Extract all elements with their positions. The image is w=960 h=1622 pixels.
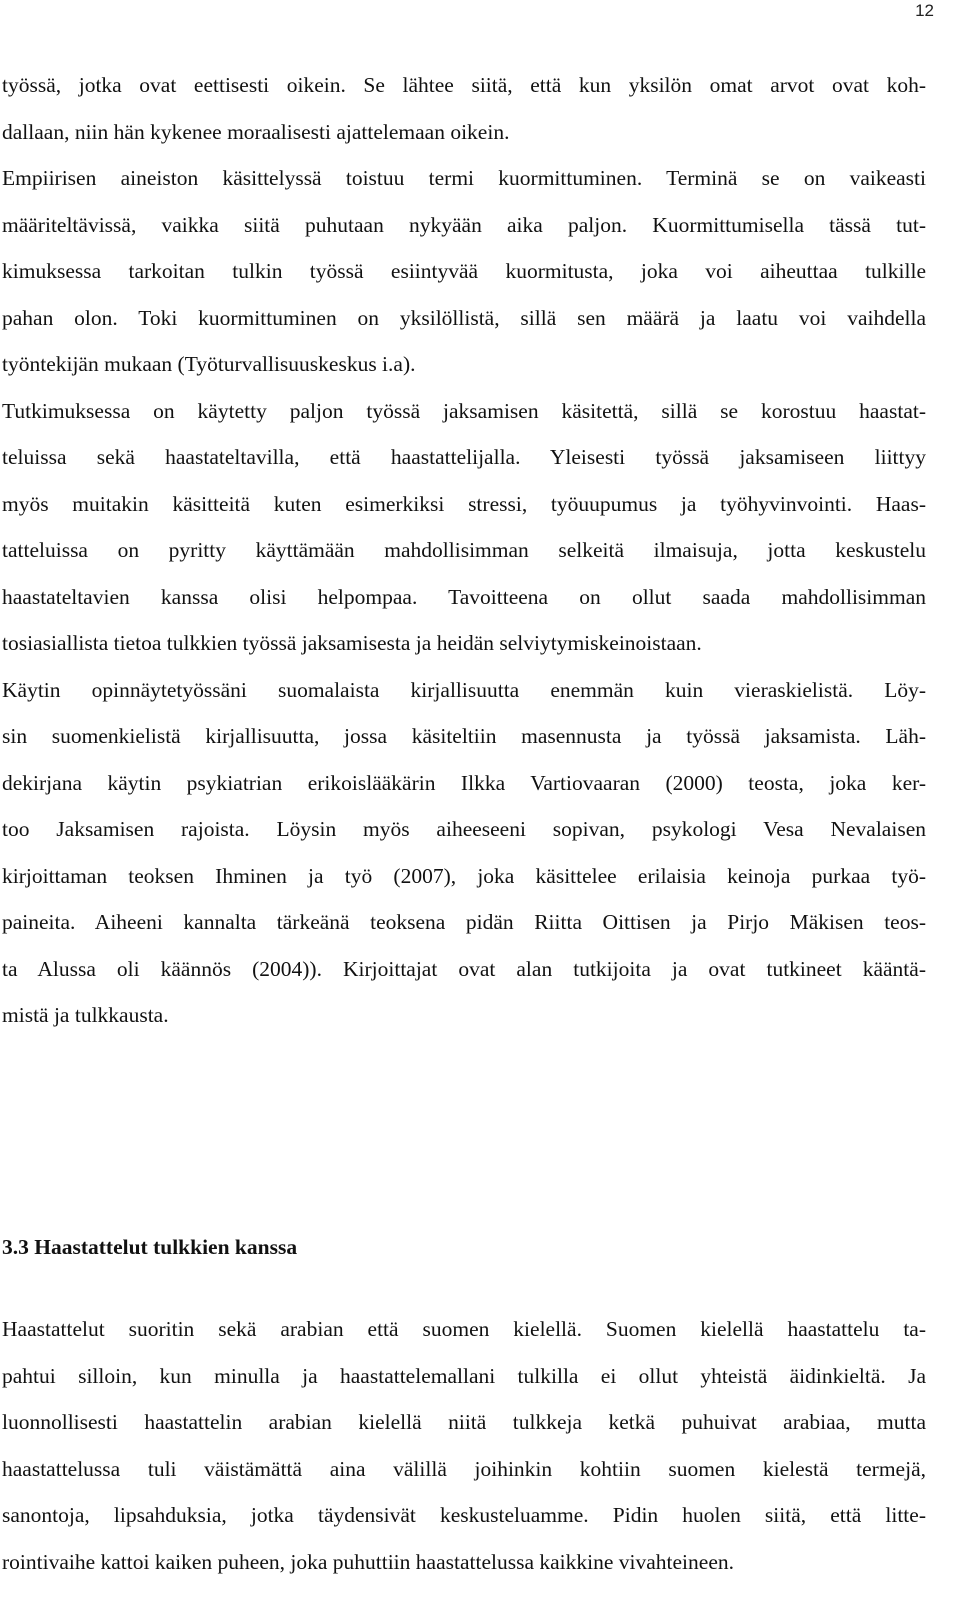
text-line: työssä, jotka ovat eettisesti oikein. Se lähtee siitä, että kun yksilön omat arvot ovat koh- (2, 73, 926, 97)
paragraph (2, 667, 926, 1039)
text-line: kimuksessa tarkoitan tulkin työssä esiintyvää kuormitusta, joka voi aiheuttaa tulkille (2, 259, 926, 283)
text-line: luonnollisesti haastattelin arabian kielellä niitä tulkkeja ketkä puhuivat arabiaa, mutta (2, 1410, 926, 1434)
text-line: myös muitakin käsitteitä kuten esimerkiksi stressi, työuupumus ja työhyvinvointi. Haas- (2, 491, 926, 516)
text-line: Haastattelut suoritin sekä arabian että suomen kielellä. Suomen kielellä haastattelu ta- (2, 1317, 926, 1341)
page-number: 12 (915, 1, 934, 20)
text-line: rointivaihe kattoi kaiken puheen, joka puhuttiin haastattelussa kaikkine vivahteineen. (2, 1549, 734, 1574)
text-line: haastattelussa tuli väistämättä aina välillä joihinkin kohtiin suomen kielestä termejä, (2, 1456, 926, 1481)
text-line: haastateltavien kanssa olisi helpompaa. Tavoitteena on ollut saada mahdollisimman (2, 584, 926, 609)
text-line: sin suomenkielistä kirjallisuutta, jossa käsiteltiin masennusta ja työssä jaksamista. Läh- (2, 724, 926, 748)
paragraph (2, 155, 926, 388)
text-line: dallaan, niin hän kykenee moraalisesti ajattelemaan oikein. (2, 119, 510, 144)
text-line: Empiirisen aineiston käsittelyssä toistuu termi kuormittuminen. Terminä se on vaikeasti (2, 166, 926, 190)
paragraph (2, 388, 926, 667)
text-line: too Jaksamisen rajoista. Löysin myös aiheeseeni sopivan, psykologi Vesa Nevalaisen (2, 817, 926, 841)
text-line: ta Alussa oli käännös (2004)). Kirjoittajat ovat alan tutkijoita ja ovat tutkineet kääntä- (2, 956, 926, 981)
text-line: pahtui silloin, kun minulla ja haastattelemallani tulkilla ei ollut yhteistä äidinkieltä. Ja (2, 1363, 926, 1388)
text-line: Tutkimuksessa on käytetty paljon työssä jaksamisen käsitettä, sillä se korostuu haastat- (2, 398, 926, 423)
text-line: määriteltävissä, vaikka siitä puhutaan nykyään aika paljon. Kuormittumisella tässä tut- (2, 212, 926, 237)
text-line: kirjoittaman teoksen Ihminen ja työ (2007), joka käsittelee erilaisia keinoja purkaa työ- (2, 863, 926, 888)
section-body-text (2, 1306, 926, 1585)
text-line: sanontoja, lipsahduksia, jotka täydensivät keskusteluamme. Pidin huolen siitä, että litte- (2, 1503, 926, 1527)
text-line: paineita. Aiheeni kannalta tärkeänä teoksena pidän Riitta Oittisen ja Pirjo Mäkisen teos- (2, 910, 926, 934)
text-line: Käytin opinnäytetyössäni suomalaista kirjallisuutta enemmän kuin vieraskielistä. Löy- (2, 677, 926, 702)
text-line: tatteluissa on pyritty käyttämään mahdollisimman selkeitä ilmaisuja, jotta keskustelu (2, 538, 926, 562)
text-line: työntekijän mukaan (Työturvallisuuskeskus i.a). (2, 352, 416, 376)
body-text (2, 62, 926, 1039)
text-line: dekirjana käytin psykiatrian erikoislääkärin Ilkka Vartiovaaran (2000) teosta, joka ker- (2, 770, 926, 795)
paragraph (2, 62, 926, 155)
text-line: mistä ja tulkkausta. (2, 1003, 169, 1027)
text-line: teluissa sekä haastateltavilla, että haastattelijalla. Yleisesti työssä jaksamiseen liittyy (2, 445, 926, 469)
text-line: tosiasiallista tietoa tulkkien työssä jaksamisesta ja heidän selviytymiskeinoistaan. (2, 631, 702, 655)
section-heading: 3.3 Haastattelut tulkkien kanssa (2, 1235, 298, 1259)
text-line: pahan olon. Toki kuormittuminen on yksilöllistä, sillä sen määrä ja laatu voi vaihdella (2, 305, 926, 330)
paragraph (2, 1306, 926, 1585)
